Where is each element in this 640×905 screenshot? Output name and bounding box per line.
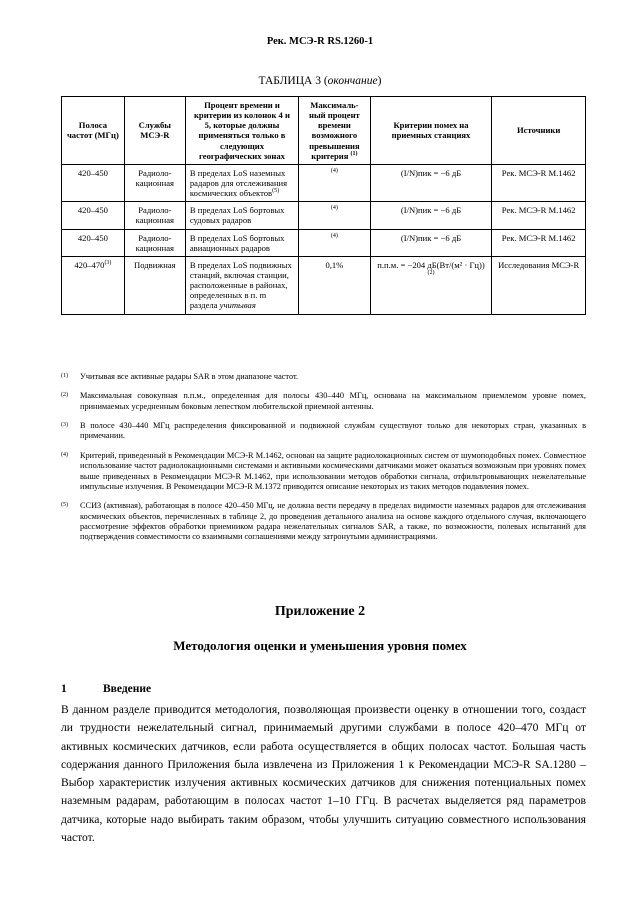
cell-criteria: (I/N)пик = −6 дБ: [370, 229, 492, 256]
header-max-pct-text: Максималь-ный процент времени возможного превышения критерия: [309, 100, 360, 161]
footnote-text: Критерий, приведенный в Рекомендации МСЭ-R M.1462, основан на защите радиолокационных систем от шумоподобных помех. Совместное использование частот радиолокационными системами и активными космическими датчиками может оказаться возможным при уровнях помех выше приведенных в Рекомендации МСЭ-R M.1462, при использовании методов обработки сигнала, отфильтровывающих нежелательные импульсные излучения. В Рекомендации МСЭ-R M.1372 приводится описание некоторых из таких методов подавления помех.: [80, 450, 586, 491]
cell-criteria-text: п.п.м. = −204 дБ(Вт/(м² · Гц)): [377, 259, 485, 270]
section-title: Введение: [103, 683, 152, 695]
cell-zone: [185, 164, 298, 201]
header-percent: Процент времени и критерии из колонок 4 и 5, которые должны применяться только в следующих географических зонах: [185, 97, 298, 165]
cell-source: Исследования МСЭ-R: [492, 256, 586, 314]
cell-band-text: 420–450: [77, 167, 108, 178]
footnote-text: ССИЗ (активная), работающая в полосе 420–450 МГц, не должна вести передачу в пределах видимости наземных радаров для отслеживания космических объектов, перечисленных в таблице 2, до проведения детального анализа на основе каждого отдельного случая, включающего рассмотрение эффектов обработки приемником радара нежелательных сигналов SAR, а также, по возможности, полевых испытаний для подтверждения совместимости со взаимными соглашениями между затронутыми администрациями.: [80, 501, 586, 542]
cell-service: Радиоло-кационная: [124, 164, 185, 201]
header-band: Полоса частот (МГц): [62, 97, 125, 165]
annex-title: Приложение 2: [274, 604, 366, 619]
cell-band-text: 420–470: [74, 259, 105, 270]
cell-pct: [299, 164, 371, 201]
cell-band: [62, 256, 125, 314]
cell-band: [62, 164, 125, 201]
header-max-pct: [299, 97, 371, 165]
cell-service: Радиоло-кационная: [124, 202, 185, 229]
table-row: [62, 229, 586, 256]
cell-zone-sup: (5): [272, 188, 280, 195]
cell-source: Рек. МСЭ-R M.1462: [492, 164, 586, 201]
cell-source: Рек. МСЭ-R M.1462: [492, 202, 586, 229]
header-sources: Источники: [492, 97, 586, 165]
cell-zone-italic: учитывая: [219, 300, 256, 311]
cell-pct: [299, 229, 371, 256]
table-header-row: [62, 97, 586, 165]
cell-zone: В пределах LoS бортовых авиационных радаров: [185, 229, 298, 256]
footnote-number: (3): [61, 422, 68, 429]
header-service: Службы МСЭ-R: [124, 97, 185, 165]
footnote-text: Учитывая все активные радары SAR в этом диапазоне частот.: [80, 372, 299, 381]
cell-pct: [299, 202, 371, 229]
criteria-table: [61, 96, 586, 315]
cell-pct-sup: (4): [330, 167, 338, 174]
footnote-number: (1): [61, 373, 68, 379]
footnote: [61, 501, 586, 542]
footnote-number: (5): [61, 502, 68, 509]
cell-band: [62, 229, 125, 256]
section-number: 1: [61, 683, 67, 695]
footnote: [61, 391, 586, 412]
footnote: [61, 372, 586, 382]
cell-criteria-sup: (2): [427, 270, 435, 277]
table-caption-end: ): [377, 75, 382, 87]
footnote-number: (2): [61, 392, 68, 399]
section-body: В данном разделе приводится методология, позволяющая произвести оценку в отношении того, создаст ли трудности нежелательный сигнал, принимаемый другими службами в полосе 420–470 МГц от активных космических датчиков, если работа осуществляется в общих полосах частот. Большая часть содержания данного Приложения была извлечена из Приложения 1 к Рекомендации МСЭ-R SA.1280 – Выбор характеристик излучения активных космических датчиков для снижения потенциальных помех наземным радарам, работающим в полосах частот 1–10 ГГц. В расчетах выделяется ряд параметров датчика, которые надо выбирать таким образом, чтобы улучшить ситуацию совместного использования частот.: [61, 703, 586, 845]
cell-source: Рек. МСЭ-R M.1462: [492, 229, 586, 256]
cell-zone: [185, 256, 298, 314]
table-caption-main: ТАБЛИЦА 3 (: [258, 75, 328, 87]
cell-service: Радиоло-кационная: [124, 229, 185, 256]
cell-pct-sup: (4): [330, 205, 338, 212]
footnote-text: В полосе 430–440 МГц распределения фиксированной и подвижной службам существуют только для некоторых стран, указанных в примечании.: [80, 421, 586, 441]
section-heading: [61, 683, 151, 695]
cell-zone-text: В пределах LoS наземных радаров для отслеживания космических объектов: [189, 167, 288, 199]
table-row: [62, 202, 586, 229]
table-notes: [61, 372, 586, 552]
cell-pct-sup: (4): [330, 232, 338, 239]
table-caption: [0, 75, 640, 87]
cell-band-text: 420–450: [77, 232, 108, 243]
table-caption-italic: окончание: [327, 75, 378, 87]
annex-subtitle: Методология оценки и уменьшения уровня помех: [173, 638, 467, 653]
table-row: [62, 256, 586, 314]
table-row: [62, 164, 586, 201]
footnote: [61, 451, 586, 492]
header-criteria: Критерии помех на приемных станциях: [370, 97, 492, 165]
header-max-pct-sup: (1): [350, 150, 358, 157]
cell-zone: В пределах LoS бортовых судовых радаров: [185, 202, 298, 229]
footnote-number: (4): [61, 451, 68, 458]
cell-criteria: (I/N)пик = −6 дБ: [370, 164, 492, 201]
cell-band-text: 420–450: [77, 205, 108, 216]
cell-band: [62, 202, 125, 229]
cell-criteria: [370, 256, 492, 314]
cell-pct: 0,1%: [299, 256, 371, 314]
cell-service: Подвижная: [124, 256, 185, 314]
page-header: Рек. МСЭ-R RS.1260-1: [266, 36, 374, 47]
cell-band-sup: (3): [104, 259, 112, 266]
footnote: [61, 421, 586, 442]
cell-zone-text: В пределах LoS подвижных станций, включая станции, расположенные в районах, определенных в п. m раздела: [189, 259, 292, 311]
cell-criteria: (I/N)пик = −6 дБ: [370, 202, 492, 229]
footnote-text: Максимальная совокупная п.п.м., определенная для полосы 430–440 МГц, основана на максимальном приемлемом уровне помех, принимаемых усредненным боковым лепестком любительской приемной антенны.: [80, 391, 586, 411]
